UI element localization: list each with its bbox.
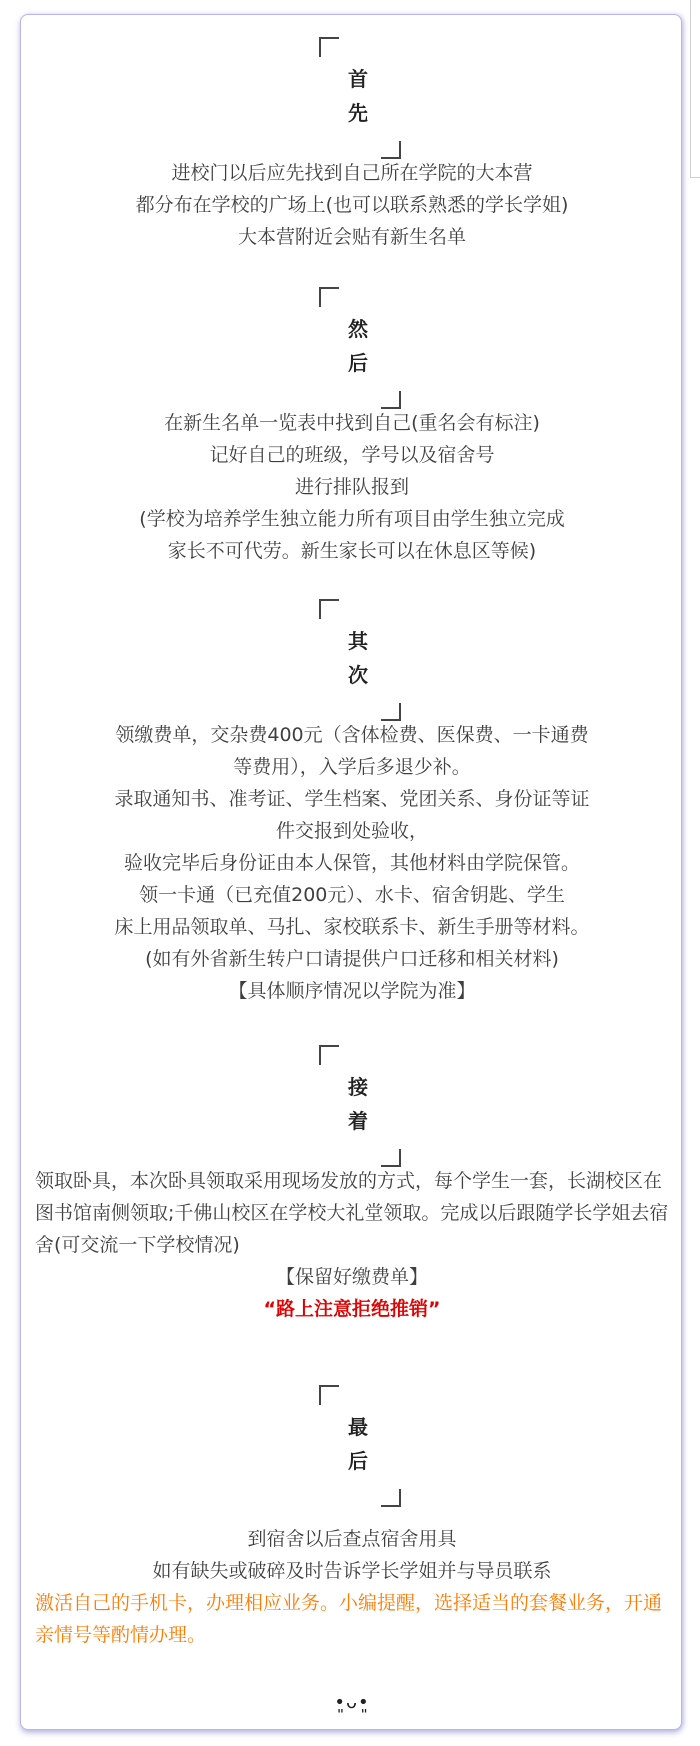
body-line: 记好自己的班级，学号以及宿舍号 — [209, 444, 495, 466]
bracket-close-icon — [381, 1489, 401, 1507]
note-line: 【保留好缴费单】 — [275, 1266, 428, 1288]
body-line: 进校门以后应先找到自己所在学院的大本营 — [171, 162, 533, 184]
body-line: 家长不可代劳。新生家长可以在休息区等候) — [167, 540, 537, 562]
section-first — [21, 37, 683, 253]
body-line: 进行排队报到 — [294, 476, 409, 498]
heading-char: 次 — [348, 663, 368, 687]
body-line: 在新生名单一览表中找到自己(重名会有标注) — [164, 412, 540, 434]
side-divider — [690, 0, 691, 178]
section-heading — [21, 287, 683, 407]
section-next — [21, 599, 683, 1007]
body-line: 件交报到处验收， — [275, 820, 428, 842]
bracket-close-icon — [381, 141, 401, 159]
bracket-open-icon — [319, 287, 339, 307]
heading-char: 然 — [348, 317, 368, 341]
bracket-open-icon — [319, 1385, 339, 1405]
section-then-next — [21, 1045, 683, 1325]
footer-emoticon: •͈ᴗ•͈ — [334, 1692, 370, 1713]
section-heading — [21, 599, 683, 719]
body-line: 验收完毕后身份证由本人保管，其他材料由学院保管。 — [123, 852, 580, 874]
section-heading — [21, 37, 683, 157]
heading-char: 其 — [348, 629, 368, 653]
heading-char: 后 — [348, 351, 368, 375]
heading-char: 接 — [348, 1075, 368, 1099]
section-finally — [21, 1385, 683, 1651]
warning-line: “路上注意拒绝推销” — [263, 1298, 441, 1320]
body-line: 都分布在学校的广场上(也可以联系熟悉的学长学姐) — [135, 194, 569, 216]
side-divider-tick — [690, 177, 700, 178]
body-line: 床上用品领取单、马扎、家校联系卡、新生手册等材料。 — [114, 916, 590, 938]
highlight-paragraph: 激活自己的手机卡，办理相应业务。小编提醒，选择适当的套餐业务，开通亲情号等酌情办理。 — [35, 1592, 663, 1646]
bracket-close-icon — [381, 1149, 401, 1167]
body-line: 领一卡通（已充值200元）、水卡、宿舍钥匙、学生 — [139, 884, 565, 906]
content-card — [20, 14, 682, 1730]
heading-char: 首 — [348, 67, 368, 91]
body-line: 【具体顺序情况以学院为准】 — [228, 980, 476, 1002]
bracket-open-icon — [319, 599, 339, 619]
heading-char: 着 — [348, 1109, 368, 1133]
bracket-close-icon — [381, 703, 401, 721]
section-heading — [21, 1045, 683, 1165]
bracket-open-icon — [319, 37, 339, 57]
body-line: 等费用），入学后多退少补。 — [233, 756, 471, 778]
body-line: 录取通知书、准考证、学生档案、党团关系、身份证等证 — [114, 788, 590, 810]
section-then — [21, 287, 683, 567]
heading-char: 最 — [348, 1415, 368, 1439]
heading-char: 后 — [348, 1449, 368, 1473]
body-paragraph: 领取卧具，本次卧具领取采用现场发放的方式，每个学生一套，长湖校区在图书馆南侧领取;千佛山校区在学校大礼堂领取。完成以后跟随学长学姐去宿舍(可交流一下学校情况) — [35, 1170, 669, 1256]
body-line: 到宿舍以后查点宿舍用具 — [247, 1528, 457, 1550]
bracket-open-icon — [319, 1045, 339, 1065]
section-heading — [21, 1385, 683, 1505]
bracket-close-icon — [381, 391, 401, 409]
body-line: (学校为培养学生独立能力所有项目由学生独立完成 — [139, 508, 565, 530]
heading-char: 先 — [348, 101, 368, 125]
body-line: (如有外省新生转户口请提供户口迁移和相关材料) — [145, 948, 559, 970]
body-line: 大本营附近会贴有新生名单 — [237, 226, 466, 248]
body-line: 如有缺失或破碎及时告诉学长学姐并与导员联系 — [152, 1560, 552, 1582]
body-line: 领缴费单，交杂费400元（含体检费、医保费、一卡通费 — [115, 724, 589, 746]
